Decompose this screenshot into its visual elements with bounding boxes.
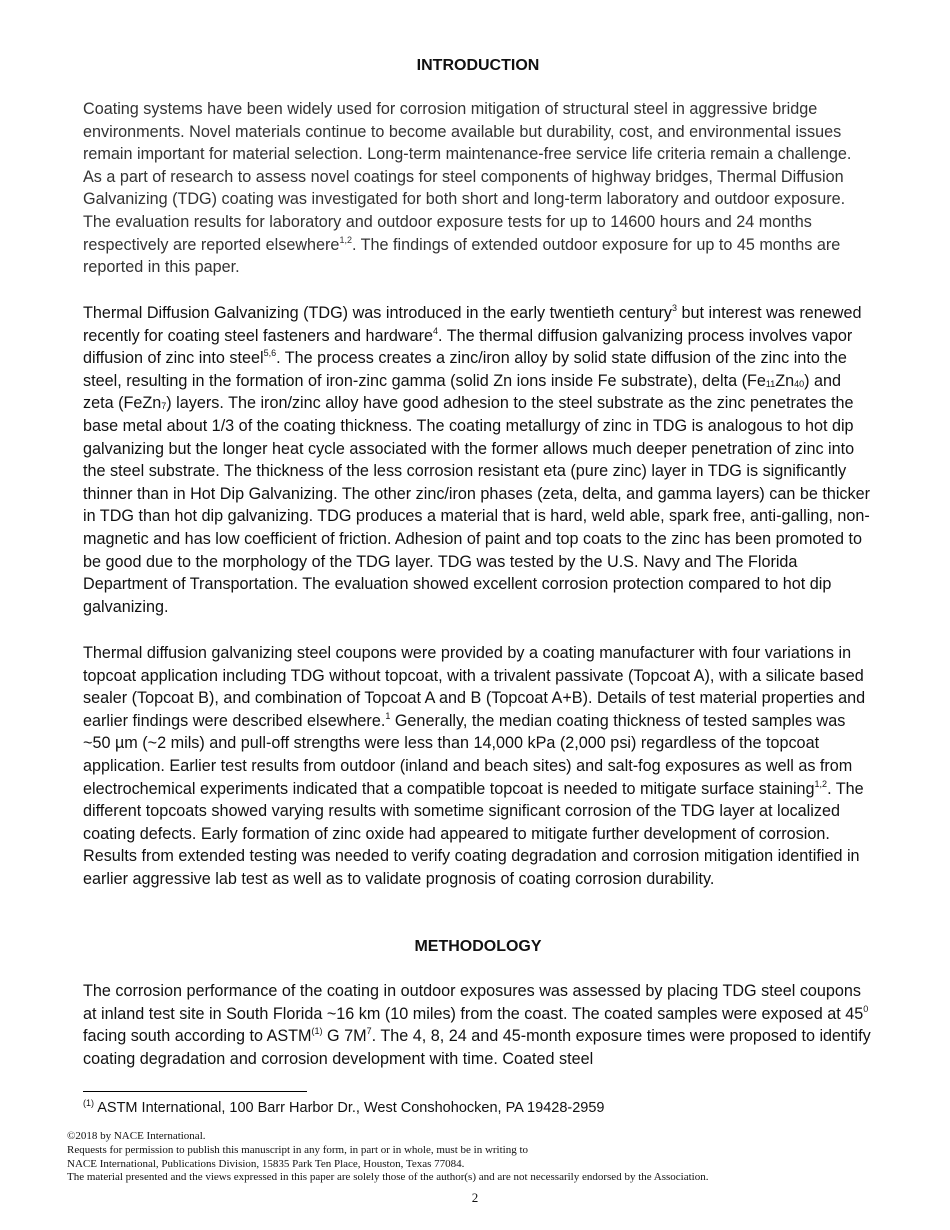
footnote <box>83 1100 604 1116</box>
page-number: 2 <box>471 1190 479 1205</box>
intro-paragraph-2: Thermal Diffusion Galvanizing (TDG) was introduced in the early twentieth century$^3$ but interest was renewed recently for coating steel fasteners and hardware$^4$. The thermal diffusion galvanizing process involves vapor diffusion of zinc into steel$^{5,6}$. The process creates a zinc/iron alloy by solid state diffusion of the zinc into the steel, resulting in the formation of iron-zinc gamma (solid Zn ions inside Fe substrate), delta $(Fe_{11}Zn_{40})$ and zeta (FeZn$_7$) layers. The iron/zinc alloy have good adhesion to the steel substrate as the zinc penetrates the base metal about 1/3 of the coating thickness. The coating metallurgy of zinc in TDG is analogous to hot dip galvanizing but the longer heat cycle associated with the former allows much deeper penetration of zinc into the steel substrate. The thickness of the less corrosion resistant eta (pure zinc) layer in TDG is significantly thinner than in Hot Dip Galvanizing. The other zinc/iron phases (zeta, delta, and gamma layers) can be thicker in TDG than hot dip galvanizing. TDG produces a material that is hard, weld able, spark free, anti-galling, non-magnetic and has low coefficient of friction. Adhesion of paint and top coats to the zinc has been promoted to be good due to the morphology of the TDG layer. TDG was tested by the U.S. Navy and The Florida Department of Transportation. The evaluation showed excellent corrosion protection compared to hot dip galvanizing. <box>83 303 871 616</box>
footnote-text: ASTM International, 100 Barr Harbor Dr., West Conshohocken, PA 19428-2959 <box>94 1100 605 1116</box>
methodology-paragraph-1: The corrosion performance of the coating in outdoor exposures was assessed by placing TDG steel coupons at inland test site in South Florida ~16 km (10 miles) from the coast. The coated samples were exposed at $45^0$ facing south according to ASTM$^{(1)}$ G $7M^7$. The 4, 8, 24 and 45-month exposure times were proposed to identify coating degradation and corrosion development with time. Coated steel <box>83 982 871 1068</box>
footnote-mark: (1) <box>83 1098 94 1108</box>
methodology-heading: METHODOLOGY <box>414 938 542 955</box>
permission-line: Requests for permission to publish this manuscript in any form, in part or in whole, must be in writing to <box>67 1143 529 1156</box>
footnote-divider <box>83 1091 307 1092</box>
intro-paragraph-1: Coating systems have been widely used for corrosion mitigation of structural steel in aggressive bridge environments. Novel materials continue to become available but durability, cost, and environmental issues remain important for material selection. Long-term maintenance-free service life criteria remain a challenge. As a part of research to assess novel coatings for steel components of highway bridges, Thermal Diffusion Galvanizing (TDG) coating was investigated for both short and long-term laboratory and outdoor exposure. The evaluation results for laboratory and outdoor exposure tests for up to 14600 hours and 24 months respectively are reported elsewhere$^{1,2}$. The findings of extended outdoor exposure for up to 45 months are reported in this paper. <box>83 100 852 277</box>
address-line: NACE International, Publications Division, 15835 Park Ten Place, Houston, Texas 77084. <box>67 1157 465 1170</box>
disclaimer-line: The material presented and the views expressed in this paper are solely those of the author(s) and are not necessarily endorsed by the Association. <box>67 1171 709 1184</box>
copyright-line: ©2018 by NACE International. <box>67 1130 206 1142</box>
intro-paragraph-3: Thermal diffusion galvanizing steel coupons were provided by a coating manufacturer with four variations in topcoat application including TDG without topcoat, with a trivalent passivate (Topcoat A), with a silicate based sealer (Topcoat B), and combination of Topcoat A and B (Topcoat A+B). Details of test material properties and earlier findings were described elsewhere.$^1$ Generally, the median coating thickness of tested samples was ~50 µm (~2 mils) and pull-off strengths were less than 14,000 kPa (2,000 psi) regardless of the topcoat application. Earlier test results from outdoor (inland and beach sites) and salt-fog exposures as well as from electrochemical experiments indicated that a compatible topcoat is needed to mitigate surface staining$^{1,2}$. The different topcoats showed varying results with sometime significant corrosion of the TDG layer at localized coating defects. Early formation of zinc oxide had appeared to mitigate further development of corrosion. Results from extended testing was needed to verify coating degradation and corrosion mitigation identified in earlier aggressive lab test as well as to validate prognosis of coating corrosion durability. <box>83 644 866 888</box>
legal-notice <box>67 1130 907 1185</box>
introduction-heading: INTRODUCTION <box>416 57 540 74</box>
